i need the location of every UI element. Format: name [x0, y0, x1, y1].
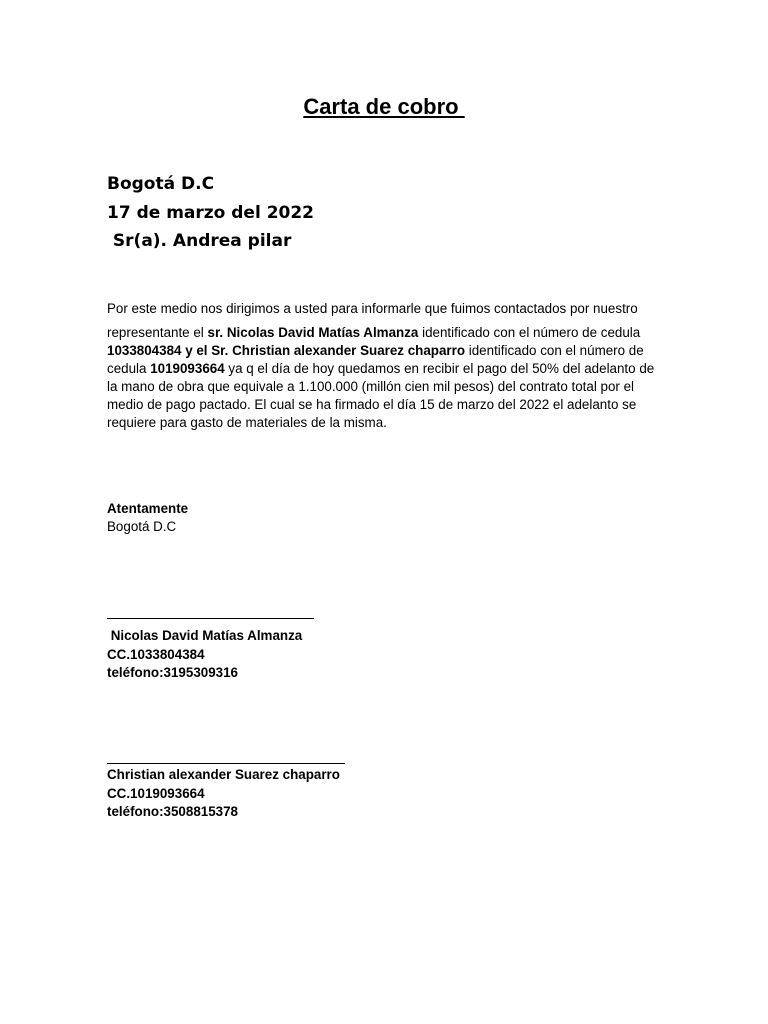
body-paragraph	[107, 325, 654, 430]
signature-block-2	[107, 766, 340, 822]
body-seg-5: identificado con el número de cedula	[107, 343, 644, 376]
signature-cc-2: CC.1019093664	[107, 785, 205, 801]
signature-line-2	[107, 763, 345, 764]
body-seg-4-bold: 1033804384 y el Sr. Christian alexander Suarez chaparro	[107, 343, 466, 358]
header-city: Bogotá D.C	[107, 174, 215, 194]
body-seg-3: identificado con el número de cedula	[418, 325, 641, 340]
signature-phone-1: teléfono:3195309316	[107, 665, 239, 680]
header-date: 17 de marzo del 2022	[107, 202, 315, 223]
signature-phone-2: teléfono:3508815378	[107, 804, 239, 819]
body-line-1: Por este medio nos dirigimos a usted para informarle que fuimos contactados por nuestro	[107, 301, 638, 316]
closing-word: Atentamente	[107, 501, 189, 516]
signature-cc-1: CC.1033804384	[107, 646, 205, 662]
signature-line-1	[107, 618, 314, 619]
body-seg-7: ya q el día de hoy quedamos en recibir el pago del 50% del adelanto de la mano de obra que equivale a 1.100.000 (millón cien mil pesos) del contrato total por el medio de pago pactado. El cual se ha firmado el día 15 de marzo del 2022 el adelanto se requiere para gasto de materiales de la misma.	[107, 361, 655, 430]
letter-title: Carta de cobro	[303, 94, 465, 119]
header-recipient: Sr(a). Andrea pilar	[107, 231, 292, 251]
body-seg-2-bold: sr. Nicolas David Matías Almanza	[207, 325, 419, 340]
body-seg-1: representante el	[107, 325, 208, 340]
signature-block-1	[107, 627, 302, 683]
closing-block	[107, 500, 188, 536]
closing-city: Bogotá D.C	[107, 519, 177, 534]
signature-name-2: Christian alexander Suarez chaparro	[107, 767, 340, 782]
body-seg-6-bold: 1019093664	[150, 361, 225, 376]
signature-name-1: Nicolas David Matías Almanza	[107, 628, 303, 643]
letter-header	[107, 170, 314, 256]
letter-body	[107, 300, 667, 432]
